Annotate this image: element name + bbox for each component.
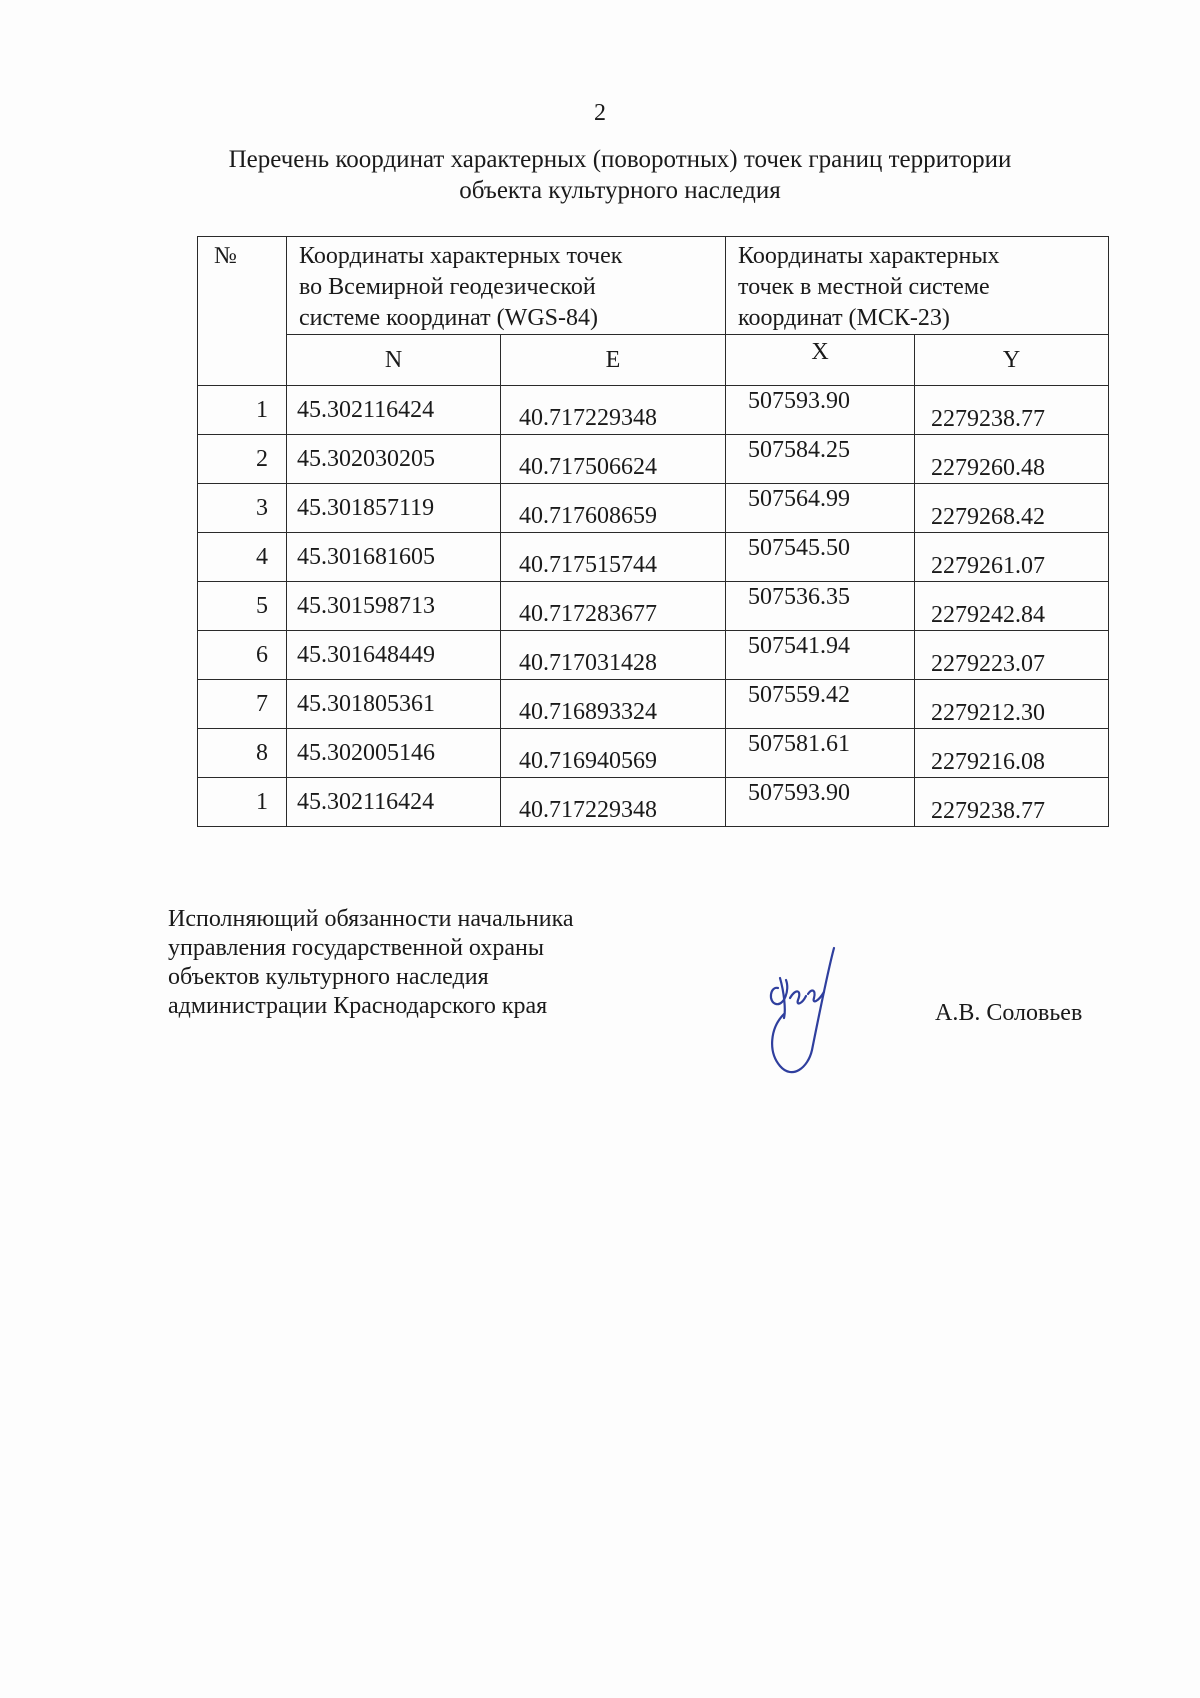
title-line-1: Перечень координат характерных (поворотных) точек границ территории [228,146,1012,173]
cell-y: 2279212.30 [915,680,1109,729]
cell-y: 2279242.84 [915,582,1109,631]
signatory-line-3: объектов культурного наследия [168,964,489,990]
cell-e: 40.717515744 [501,533,726,582]
cell-x: 507541.94 [726,631,915,680]
cell-e: 40.717229348 [501,386,726,435]
cell-y: 2279268.42 [915,484,1109,533]
cell-e: 40.717283677 [501,582,726,631]
header-number: № [198,237,287,386]
cell-n: 45.301681605 [287,533,501,582]
header-msk23 [726,237,1109,335]
cell-y: 2279260.48 [915,435,1109,484]
cell-x: 507559.42 [726,680,915,729]
document-title [150,144,1090,206]
cell-e: 40.717031428 [501,631,726,680]
cell-number: 7 [198,680,287,729]
header-msk23-line-1: Координаты характерных [738,243,1000,269]
cell-y: 2279223.07 [915,631,1109,680]
cell-number: 3 [198,484,287,533]
header-msk23-line-2: точек в местной системе [738,274,990,300]
table-subheader-row [198,335,1109,386]
cell-n: 45.301805361 [287,680,501,729]
cell-n: 45.302030205 [287,435,501,484]
header-wgs84-line-3: системе координат (WGS-84) [299,305,598,331]
handwritten-signature-icon [750,940,850,1090]
table-header-row [198,237,1109,335]
coordinates-table [197,236,1109,827]
header-wgs84-line-2: во Всемирной геодезической [299,274,596,300]
cell-n: 45.301598713 [287,582,501,631]
cell-e: 40.717506624 [501,435,726,484]
cell-n: 45.301857119 [287,484,501,533]
cell-y: 2279238.77 [915,778,1109,827]
cell-e: 40.716940569 [501,729,726,778]
cell-x: 507536.35 [726,582,915,631]
header-y: Y [915,335,1109,386]
cell-number: 5 [198,582,287,631]
cell-number: 1 [198,386,287,435]
cell-y: 2279261.07 [915,533,1109,582]
signatory-line-4: администрации Краснодарского края [168,993,548,1019]
cell-e: 40.716893324 [501,680,726,729]
table-row [198,386,1109,435]
cell-n: 45.301648449 [287,631,501,680]
cell-x: 507545.50 [726,533,915,582]
signer-name: А.В. Соловьев [935,1000,1083,1026]
header-e: E [501,335,726,386]
header-n: N [287,335,501,386]
table-row [198,435,1109,484]
header-x: X [726,335,915,386]
table-row [198,680,1109,729]
title-line-2: объекта культурного наследия [459,177,781,204]
cell-x: 507584.25 [726,435,915,484]
header-msk23-line-3: координат (МСК-23) [738,305,950,331]
cell-y: 2279238.77 [915,386,1109,435]
cell-x: 507593.90 [726,778,915,827]
signatory-line-1: Исполняющий обязанности начальника [168,906,574,932]
cell-number: 6 [198,631,287,680]
cell-number: 4 [198,533,287,582]
signatory-position [168,905,688,1021]
table-row [198,631,1109,680]
cell-n: 45.302116424 [287,778,501,827]
table-row [198,484,1109,533]
cell-number: 2 [198,435,287,484]
cell-n: 45.302005146 [287,729,501,778]
table-row [198,729,1109,778]
cell-x: 507593.90 [726,386,915,435]
cell-e: 40.717229348 [501,778,726,827]
cell-number: 8 [198,729,287,778]
signatory-line-2: управления государственной охраны [168,935,544,961]
cell-x: 507581.61 [726,729,915,778]
table-row [198,533,1109,582]
page-number: 2 [594,100,606,126]
cell-x: 507564.99 [726,484,915,533]
header-wgs84-line-1: Координаты характерных точек [299,243,623,269]
cell-e: 40.717608659 [501,484,726,533]
cell-y: 2279216.08 [915,729,1109,778]
cell-n: 45.302116424 [287,386,501,435]
header-wgs84 [287,237,726,335]
cell-number: 1 [198,778,287,827]
table-row [198,778,1109,827]
table-row [198,582,1109,631]
